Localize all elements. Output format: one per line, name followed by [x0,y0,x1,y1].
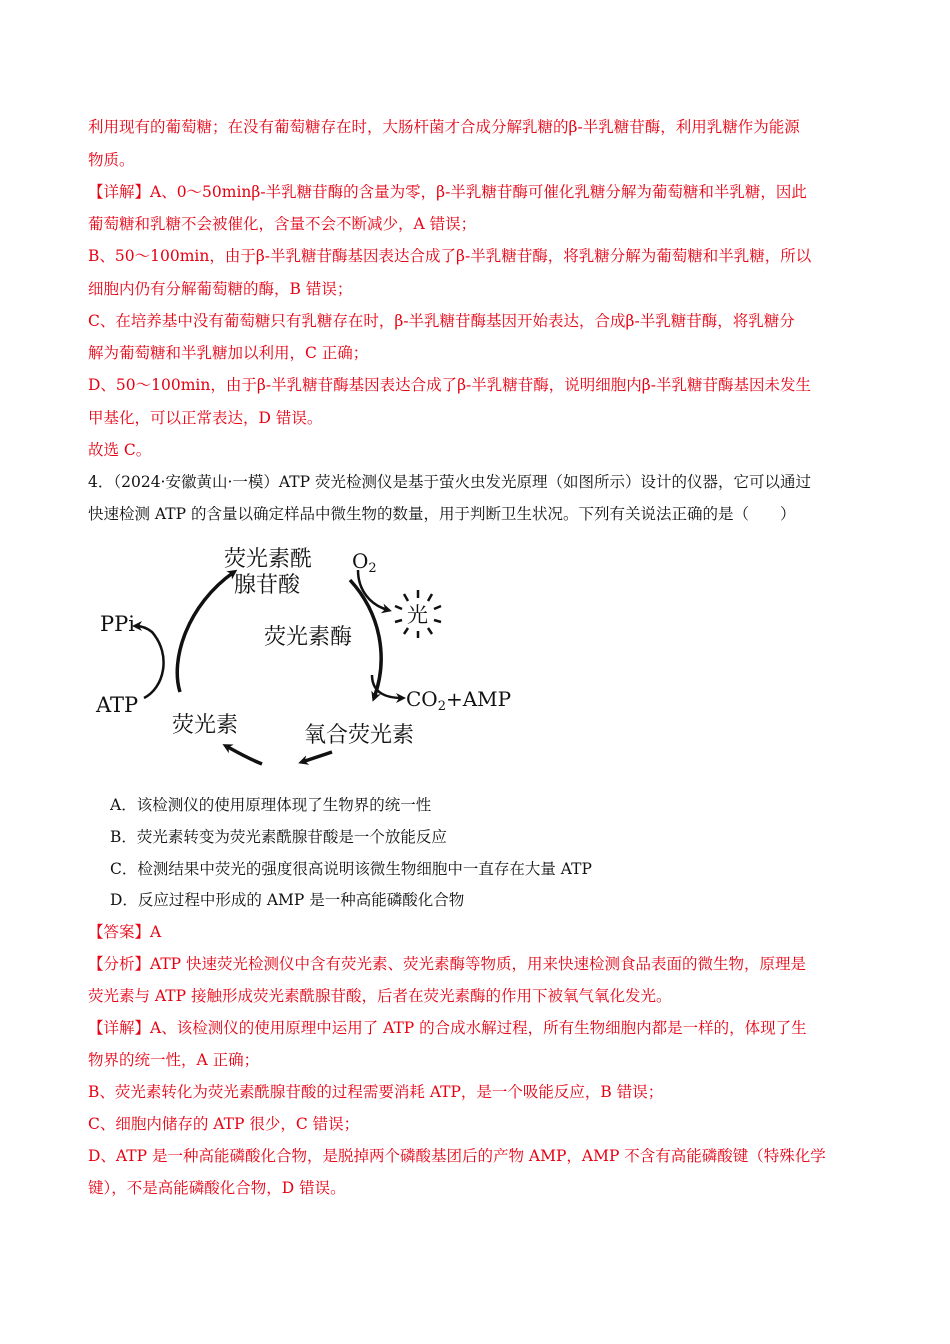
label-luciferyl-adenylate-2: 腺苷酸 [234,573,301,598]
explanation-line: B、荧光素转化为荧光素酰腺苷酸的过程需要消耗 ATP，是一个吸能反应，B 错误； [88,1083,664,1101]
arrow-atp-in-ppi-out [136,626,164,698]
analysis-line: 【分析】ATP 快速荧光检测仪中含有荧光素、荧光素酶等物质，用来快速检测食品表面的微生物，原理是 [88,955,807,973]
explanation-line: 键），不是高能磷酸化合物，D 错误。 [88,1179,346,1197]
arrow-oxyluciferin-to-luciferin-a [302,752,332,762]
arrow-oxyluciferin-to-luciferin-b [226,746,262,764]
explanation-line: D、ATP 是一种高能磷酸化合物，是脱掉两个磷酸基团后的产物 AMP，AMP 不含有高能磷酸键（特殊化学 [88,1147,826,1165]
explanation-line: 【详解】A、该检测仪的使用原理中运用了 ATP 的合成水解过程，所有生物细胞内都是一样的，体现了生 [88,1019,807,1037]
analysis-line: 荧光素与 ATP 接触形成荧光素酰腺苷酸，后者在荧光素酶的作用下被氧气氧化发光。 [88,987,672,1005]
explanation-line: 细胞内仍有分解葡萄糖的酶，B 错误； [88,280,353,298]
option-c: C．检测结果中荧光的强度很高说明该微生物细胞中一直存在大量 ATP [110,860,592,878]
arrow-luciferin-to-adenylate [177,572,234,692]
explanation-line: D、50～100min，由于β-半乳糖苷酶基因表达合成了β-半乳糖苷酶，说明细胞内β-半乳糖苷酶基因未发生 [88,376,811,394]
explanation-line: C、在培养基中没有葡萄糖只有乳糖存在时，β-半乳糖苷酶基因开始表达，合成β-半乳糖苷酶，将乳糖分 [88,312,795,330]
label-luciferyl-adenylate-1: 荧光素酰 [224,547,313,572]
arrow-o2-to-light [358,570,388,610]
label-o2: $O_2$ [352,549,377,576]
label-co2-amp: $CO_2+AMP$ [406,687,512,714]
label-ppi: PPi [100,612,135,636]
answer-line: 【答案】A [88,923,162,941]
label-light: 光 [407,603,428,627]
label-oxyluciferin: 氧合荧光素 [304,723,415,748]
option-d: D．反应过程中形成的 AMP 是一种高能磷酸化合物 [110,891,465,909]
question-stem-line-1: 4．（2024·安徽黄山·一模）ATP 荧光检测仪是基于萤火虫发光原理（如图所示）设计的仪器，它可以通过 [88,473,811,491]
question-stem-line-2: 快速检测 ATP 的含量以确定样品中微生物的数量，用于判断卫生状况。下列有关说法正确的是（ ） [88,505,796,523]
option-a: A．该检测仪的使用原理体现了生物界的统一性 [110,796,432,814]
explanation-line: 利用现有的葡萄糖；在没有葡萄糖存在时，大肠杆菌才合成分解乳糖的β-半乳糖苷酶，利用乳糖作为能源 [88,118,800,136]
explanation-line: 甲基化，可以正常表达，D 错误。 [88,409,323,427]
explanation-line: 物质。 [88,151,135,169]
option-b: B．荧光素转变为荧光素酰腺苷酸是一个放能反应 [110,828,447,846]
label-luciferin: 荧光素 [172,713,239,738]
label-luciferase: 荧光素酶 [264,625,353,650]
conclusion-line: 故选 C。 [88,441,152,459]
label-atp: ATP [96,693,139,717]
explanation-line: C、细胞内储存的 ATP 很少，C 错误； [88,1115,360,1133]
arrow-adenylate-to-oxyluciferin [350,580,381,698]
explanation-line: 【详解】A、0～50minβ-半乳糖苷酶的含量为零，β-半乳糖苷酶可催化乳糖分解为葡萄糖和半乳糖，因此 [88,183,807,201]
luciferase-cycle-diagram [92,540,532,780]
explanation-line: B、50～100min，由于β-半乳糖苷酶基因表达合成了β-半乳糖苷酶，将乳糖分解为葡萄糖和半乳糖，所以 [88,247,812,265]
explanation-line: 葡萄糖和乳糖不会被催化，含量不会不断减少，A 错误； [88,215,477,233]
explanation-line: 解为葡萄糖和半乳糖加以利用，C 正确； [88,344,369,362]
explanation-line: 物界的统一性，A 正确； [88,1051,260,1069]
